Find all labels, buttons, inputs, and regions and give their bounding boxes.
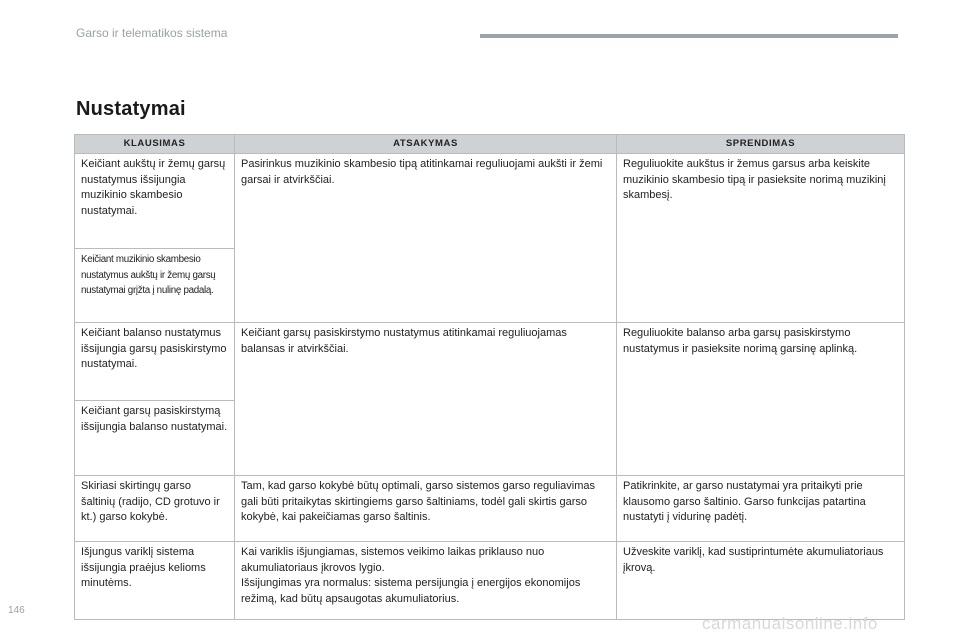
question-cell: Keičiant balanso nustatymus išsijungia garsų pasiskirstymo nustatymai. [75,323,235,401]
table-header-row [75,135,905,154]
answer-line: Išsijungimas yra normalus: sistema persijungia į energijos ekonomijos režimą, kad būtų apsaugotas akumuliatorius. [241,577,581,605]
answer-cell: Keičiant garsų pasiskirstymo nustatymus atitinkamai reguliuojamas balansas ir atvirkščiai. [235,323,617,476]
column-header-answer: ATSAKYMAS [235,135,617,154]
table-row [75,542,905,620]
column-header-solution: SPRENDIMAS [617,135,905,154]
page-number: 146 [8,605,25,616]
table-row [75,476,905,542]
solution-cell: Reguliuokite aukštus ir žemus garsus arba keiskite muzikinio skambesio tipą ir pasieksite norimą muzikinį skambesį. [617,154,905,323]
question-cell: Keičiant garsų pasiskirstymą išsijungia balanso nustatymai. [75,401,235,476]
question-cell: Keičiant muzikinio skambesio nustatymus aukštų ir žemų garsų nustatymai grįžta į nulinę padalą. [75,249,235,323]
answer-cell [235,542,617,620]
faq-table [74,134,905,620]
solution-cell: Reguliuokite balanso arba garsų pasiskirstymo nustatymus ir pasieksite norimą garsinę aplinką. [617,323,905,476]
page-title: Nustatymai [76,98,186,120]
table-row [75,323,905,401]
header-divider-bar [480,34,898,38]
answer-line: Kai variklis išjungiamas, sistemos veikimo laikas priklauso nuo akumuliatoriaus įkrovos lygio. [241,546,545,574]
answer-cell: Tam, kad garso kokybė būtų optimali, garso sistemos garso reguliavimas gali būti pritaikytas skirtingiems garso šaltiniams, todėl gali skirtis garso kokybė, kai pakeičiamas garso šaltinis. [235,476,617,542]
column-header-question: KLAUSIMAS [75,135,235,154]
watermark: carmanualsonline.info [702,614,878,633]
solution-cell: Patikrinkite, ar garso nustatymai yra pritaikyti prie klausomo garso šaltinio. Garso funkcijas patartina nustatyti į vidurinę padėtį. [617,476,905,542]
solution-cell: Užveskite variklį, kad sustiprintumėte akumuliatoriaus įkrovą. [617,542,905,620]
section-header-title: Garso ir telematikos sistema [76,26,228,40]
question-cell: Keičiant aukštų ir žemų garsų nustatymus išsijungia muzikinio skambesio nustatymai. [75,154,235,249]
table-row [75,154,905,249]
question-cell: Išjungus variklį sistema išsijungia praėjus kelioms minutėms. [75,542,235,620]
answer-cell: Pasirinkus muzikinio skambesio tipą atitinkamai reguliuojami aukšti ir žemi garsai ir atvirkščiai. [235,154,617,323]
question-cell: Skiriasi skirtingų garso šaltinių (radijo, CD grotuvo ir kt.) garso kokybė. [75,476,235,542]
